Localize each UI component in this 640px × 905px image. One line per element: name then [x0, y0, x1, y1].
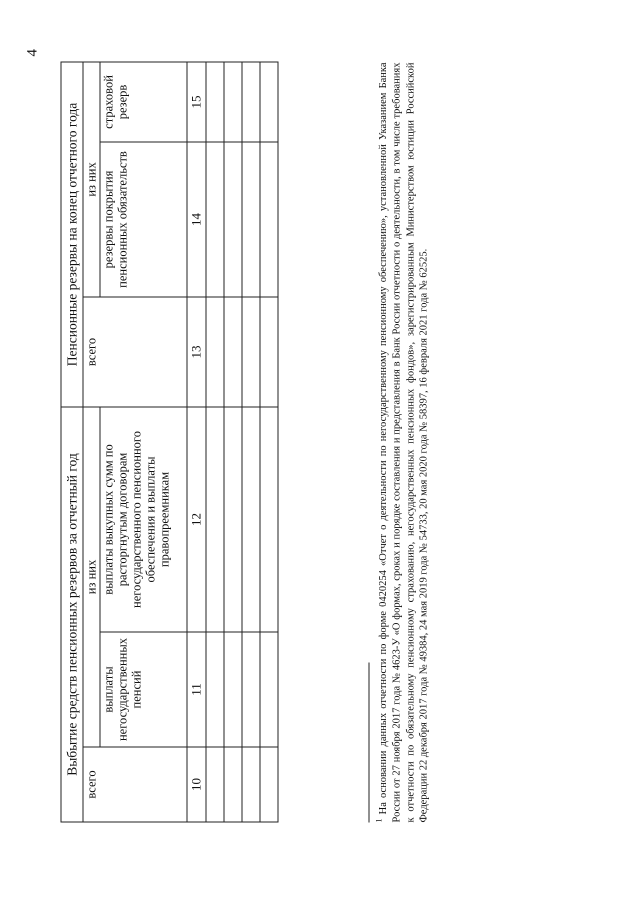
footnote-separator	[369, 663, 370, 823]
pension-reserves-table	[61, 61, 279, 822]
table-cell	[260, 297, 278, 407]
col-number: 12	[187, 407, 206, 632]
header-reserves: Пенсионные резервы на конец отчетного года	[61, 62, 83, 407]
column-header-row	[100, 62, 187, 822]
table-cell	[260, 407, 278, 632]
table-cell	[224, 747, 242, 822]
table-row	[224, 62, 242, 822]
table-cell	[206, 632, 224, 747]
col-number: 13	[187, 297, 206, 407]
table-row	[242, 62, 260, 822]
table-cell	[260, 632, 278, 747]
table-cell	[206, 142, 224, 297]
table-cell	[206, 407, 224, 632]
header-of-which-withdrawal: из них	[83, 407, 100, 747]
footnote-marker: 1	[374, 818, 384, 823]
table-cell	[242, 62, 260, 142]
header-total-withdrawal: всего	[83, 747, 187, 822]
rotated-page	[1, 0, 640, 905]
col-number: 10	[187, 747, 206, 822]
col-number: 11	[187, 632, 206, 747]
table-cell	[206, 297, 224, 407]
table-cell	[206, 747, 224, 822]
table-row	[206, 62, 224, 822]
table-cell	[242, 632, 260, 747]
table-cell	[206, 62, 224, 142]
header-total-reserves: всего	[83, 297, 187, 407]
header-of-which-reserves: из них	[83, 62, 100, 297]
table-cell	[224, 632, 242, 747]
page-number: 4	[24, 49, 41, 57]
table-cell	[224, 142, 242, 297]
subheader-row	[83, 62, 100, 822]
header-col-12: выплаты выкупных сумм по расторгнутым договорам негосударственного пенсионного обеспечения и выплаты правопреемникам	[100, 407, 187, 632]
col-number: 14	[187, 142, 206, 297]
header-col-15: страховой резерв	[100, 62, 187, 142]
table-cell	[224, 297, 242, 407]
table-cell	[224, 407, 242, 632]
table-cell	[242, 407, 260, 632]
table-cell	[242, 297, 260, 407]
footnote	[375, 63, 432, 823]
table-cell	[224, 62, 242, 142]
header-withdrawal: Выбытие средств пенсионных резервов за отчетный год	[61, 407, 83, 822]
header-col-14: резервы покрытия пенсионных обязательств	[100, 142, 187, 297]
table-row	[260, 62, 278, 822]
table-cell	[260, 62, 278, 142]
table-cell	[260, 142, 278, 297]
table-cell	[260, 747, 278, 822]
table-cell	[242, 747, 260, 822]
footnote-text: На основании данных отчетности по форме 0420254 «Отчет о деятельности по негосударственному пенсионному обеспечению», установленной Указанием Банка России от 27 ноября 2017 года № 4623-У «О формах, сроках и порядке составления и представления в Банк России отчетности о деятельности, в том числе требованиях к отчетности по обязательному пенсионному страхованию, негосударственных пенсионных фондов», зарегистрированным Министерством юстиции Российской Федерации 22 декабря 2017 года № 49384, 24 мая 2019 года № 54733, 20 мая 2020 года № 58397, 16 февраля 2021 года № 62525.	[378, 62, 430, 823]
column-number-row	[187, 62, 206, 822]
col-number: 15	[187, 62, 206, 142]
group-header-row	[61, 62, 83, 822]
table-cell	[242, 142, 260, 297]
header-col-11: выплаты негосударственных пенсий	[100, 632, 187, 747]
